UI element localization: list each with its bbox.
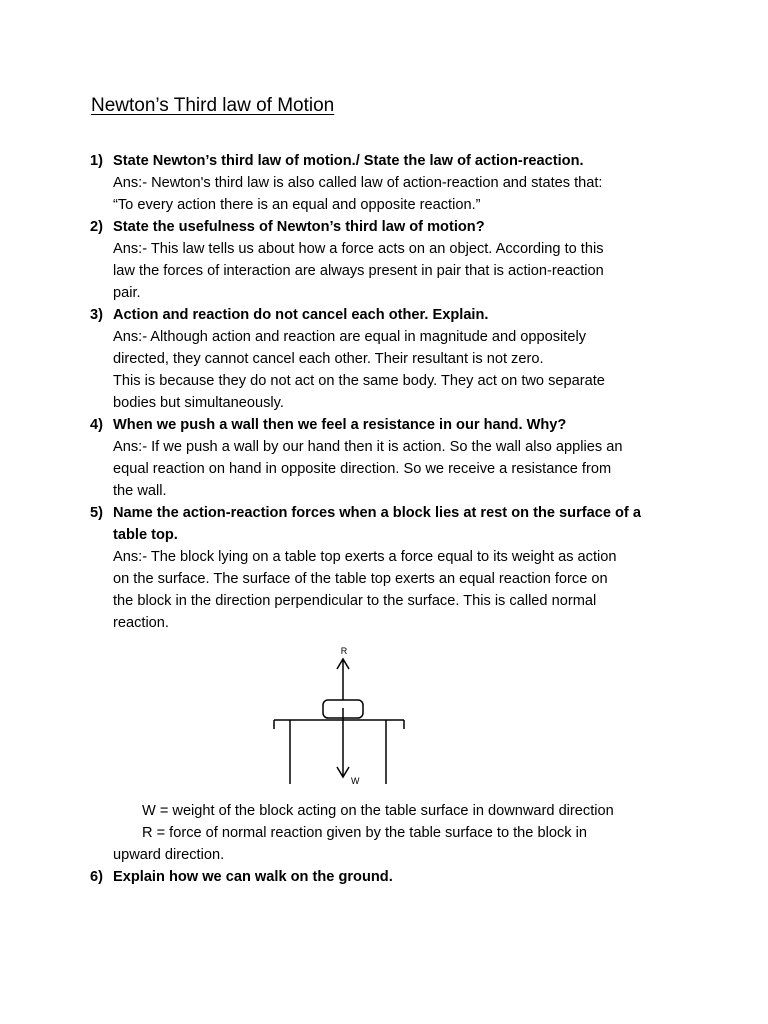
- label-w: W: [351, 776, 360, 786]
- list-item: [90, 216, 690, 304]
- item-question: State Newton’s third law of motion./ State the law of action-reaction.: [113, 153, 584, 169]
- answer-line: Ans:- If we push a wall by our hand then it is action. So the wall also applies an: [113, 439, 623, 455]
- answer-line: “To every action there is an equal and opposite reaction.”: [113, 197, 481, 213]
- answer-line: the wall.: [113, 483, 167, 499]
- answer-line: This is because they do not act on the same body. They act on two separate: [113, 373, 605, 389]
- legend-line: W = weight of the block acting on the table surface in downward direction: [142, 803, 614, 819]
- table-block-diagram: [90, 646, 710, 800]
- list-item: [90, 502, 690, 866]
- legend-line: R = force of normal reaction given by the table surface to the block in: [142, 825, 587, 841]
- answer-line: equal reaction on hand in opposite direction. So we receive a resistance from: [113, 461, 612, 477]
- item-number: 6): [90, 869, 103, 885]
- item-number: 1): [90, 153, 103, 169]
- question-list: [90, 150, 690, 888]
- item-question: Explain how we can walk on the ground.: [113, 869, 393, 885]
- list-item: [90, 866, 690, 888]
- answer-line: Ans:- Although action and reaction are equal in magnitude and oppositely: [113, 329, 586, 345]
- item-question: Action and reaction do not cancel each other. Explain.: [113, 307, 489, 323]
- item-number: 5): [90, 505, 103, 521]
- list-item: [90, 304, 690, 414]
- label-r: R: [340, 646, 348, 656]
- answer-line: pair.: [113, 285, 141, 301]
- answer-line: the block in the direction perpendicular to the surface. This is called normal: [113, 593, 597, 609]
- page-title: Newton’s Third law of Motion: [91, 95, 335, 116]
- item-question: When we push a wall then we feel a resistance in our hand. Why?: [113, 417, 567, 433]
- list-item: [90, 414, 690, 502]
- answer-line: reaction.: [113, 615, 169, 631]
- answer-line: on the surface. The surface of the table top exerts an equal reaction force on: [113, 571, 608, 587]
- answer-line: bodies but simultaneously.: [113, 395, 284, 411]
- list-item: [90, 150, 690, 216]
- answer-line: Ans:- This law tells us about how a force acts on an object. According to this: [113, 241, 604, 257]
- legend-line: upward direction.: [113, 847, 225, 863]
- item-number: 3): [90, 307, 103, 323]
- item-question: Name the action-reaction forces when a block lies at rest on the surface of a: [113, 505, 641, 521]
- force-diagram: [90, 646, 690, 800]
- answer-line: law the forces of interaction are always present in pair that is action-reaction: [113, 263, 604, 279]
- answer-line: directed, they cannot cancel each other. Their resultant is not zero.: [113, 351, 544, 367]
- answer-line: Ans:- Newton's third law is also called law of action-reaction and states that:: [113, 175, 603, 191]
- answer-line: Ans:- The block lying on a table top exerts a force equal to its weight as action: [113, 549, 617, 565]
- item-question: State the usefulness of Newton’s third law of motion?: [113, 219, 485, 235]
- item-question: table top.: [113, 527, 178, 543]
- item-number: 4): [90, 417, 103, 433]
- item-number: 2): [90, 219, 103, 235]
